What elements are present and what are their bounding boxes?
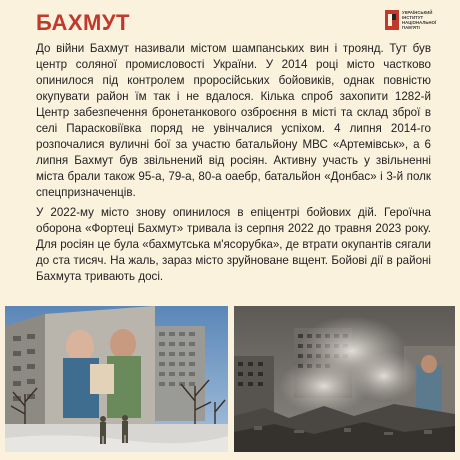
institute-name-line-1: УКРАЇНСЬКИЙ	[402, 10, 433, 15]
institute-name-line-3: НАЦІОНАЛЬНОЇ	[402, 20, 437, 25]
article-paragraph-2: У 2022-му місто знову опинилося в епіцентрі бойових дій. Героїчна оборона «Фортеці Бахмут» тривала із серпня 2022 до травня 2023 року. Для росіян це була «бахмутська м'ясорубка», де втрати окупантів сягали до ста тисяч. На жаль, зараз місто зруйноване вщент. Бойові дії в районі Бахмута тривають досі.	[36, 206, 431, 283]
institute-logo	[385, 10, 436, 30]
mural-building-photo	[5, 306, 228, 452]
article-body	[36, 41, 431, 289]
page-title: БАХМУТ	[36, 10, 130, 35]
institute-emblem-icon	[385, 10, 399, 30]
article-paragraph-1: До війни Бахмут називали містом шампанських вин і троянд. Тут був центр соляної промисловості України. У 2014 році місто частково опинилося під контролем проросійських бойовиків, однак повністю окупувати район їм так і не вдалося. Кілька спроб захопити 1282-й Центр забезпечення бронетанкового озброєння в місті та склад зброї в селі Парасковіївка поряд не увінчалися успіхом. 4 липня 2014-го розпочалися вуличні бої за участю батальйону МВС «Артемівськ», а 6 липня Бахмут був звільнений від росіян. Активну участь у звільненні міста брали також 95-а, 79-а, 80-а оаебр, батальйон «Донбас» і 3-й полк спецпризначенців.	[36, 42, 431, 199]
destroyed-city-photo	[234, 306, 455, 452]
institute-name	[402, 10, 436, 30]
institute-name-line-4: ПАМ'ЯТІ	[402, 25, 420, 30]
institute-name-line-2: ІНСТИТУТ	[402, 15, 424, 20]
